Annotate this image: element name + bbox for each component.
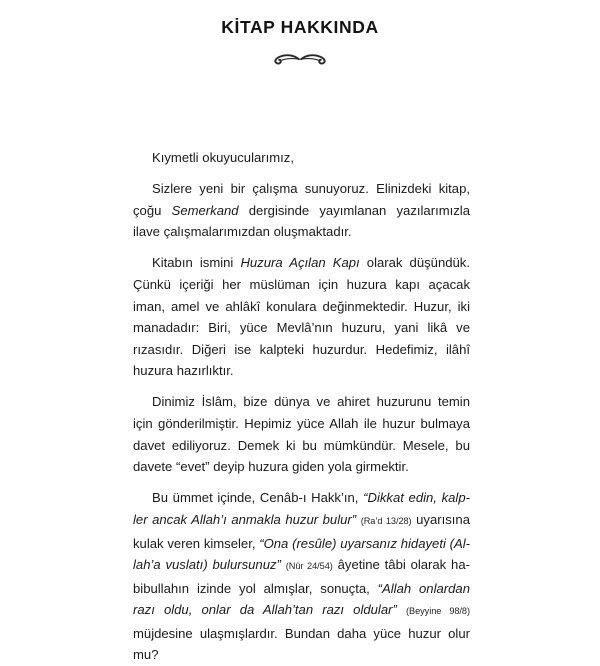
italic-run: Huzura Açılan Kapı bbox=[240, 255, 360, 271]
ornament-container bbox=[0, 51, 600, 77]
paragraph-din: Dinimiz İslâm, bize dünya ve ahiret huzurunu temin için gönderilmiştir. Hepimiz yüce Allah ile huzur bulmaya davet ediliyoruz. Demek ki bu mümkündür. Mesele, bu davete “evet” deyip huzura giden yola girmektir. bbox=[133, 394, 470, 475]
citation-nur: (Nûr 24/54) bbox=[285, 561, 333, 572]
body-text bbox=[133, 147, 470, 666]
quote-beyyine: “Allah onlardan razı oldu, onlar da Allah’tan razı oldular” bbox=[133, 580, 470, 618]
double-swirl-ornament bbox=[268, 51, 332, 73]
paragraph-salutation: Kıymetli okuyucularımız, bbox=[152, 150, 294, 165]
quote-rad: “Dikkat edin, kalpler ancak Allah’ı anmakla huzur bulur” bbox=[133, 490, 470, 527]
paragraph-ayetler: Bu ümmet içinde, Cenâb-ı Hakk’ın, “Dikkat edin, kalpler ancak Allah’ı anmakla huzur bulur” (Ra’d 13/28) uyarısına kulak veren kimseler, “Ona (resûle) uyarsanız hidayeti (Allah’a vuslatı) bulursunuz” (Nûr 24/54) âyetine tâbi olarak habibullahın izinde yol almışlar, sonuçta, “Allah onlardan razı oldu, onlar da Allah’tan razı oldular” (Beyyine 98/8) müjdesine ulaşmışlardır. Bundan daha yüce huzur olur mu? bbox=[133, 490, 471, 663]
italic-run: Semerkand bbox=[171, 202, 239, 218]
paragraph-intro: Sizlere yeni bir çalışma sunuyoruz. Elinizdeki kitap, çoğu Semerkand dergisinde yayımlanan yazılarımızla ilave çalışmalarımızdan oluşmaktadır. bbox=[133, 181, 470, 240]
paragraph-book-name: Kitabın ismini Huzura Açılan Kapı olarak düşündük. Çünkü içeriği her müslüman için huzura kapı açacak iman, amel ve ahlâkî konulara değinmektedir. Huzur, iki manadadır: Biri, yüce Mevlâ’nın huzuru, yani likâ ve rızasıdır. Diğeri ise kalpteki huzurdur. Hedefimiz, ilâhî huzura hazırlıktır. bbox=[133, 255, 470, 379]
quote-nur: “Ona (resûle) uyarsanız hidayeti (Allah’a vuslatı) bulursunuz” bbox=[133, 535, 470, 573]
page-title: KİTAP HAKKINDA bbox=[221, 17, 379, 37]
citation-rad: (Ra’d 13/28) bbox=[360, 515, 412, 526]
citation-beyyine: (Beyyine 98/8) bbox=[405, 606, 471, 617]
